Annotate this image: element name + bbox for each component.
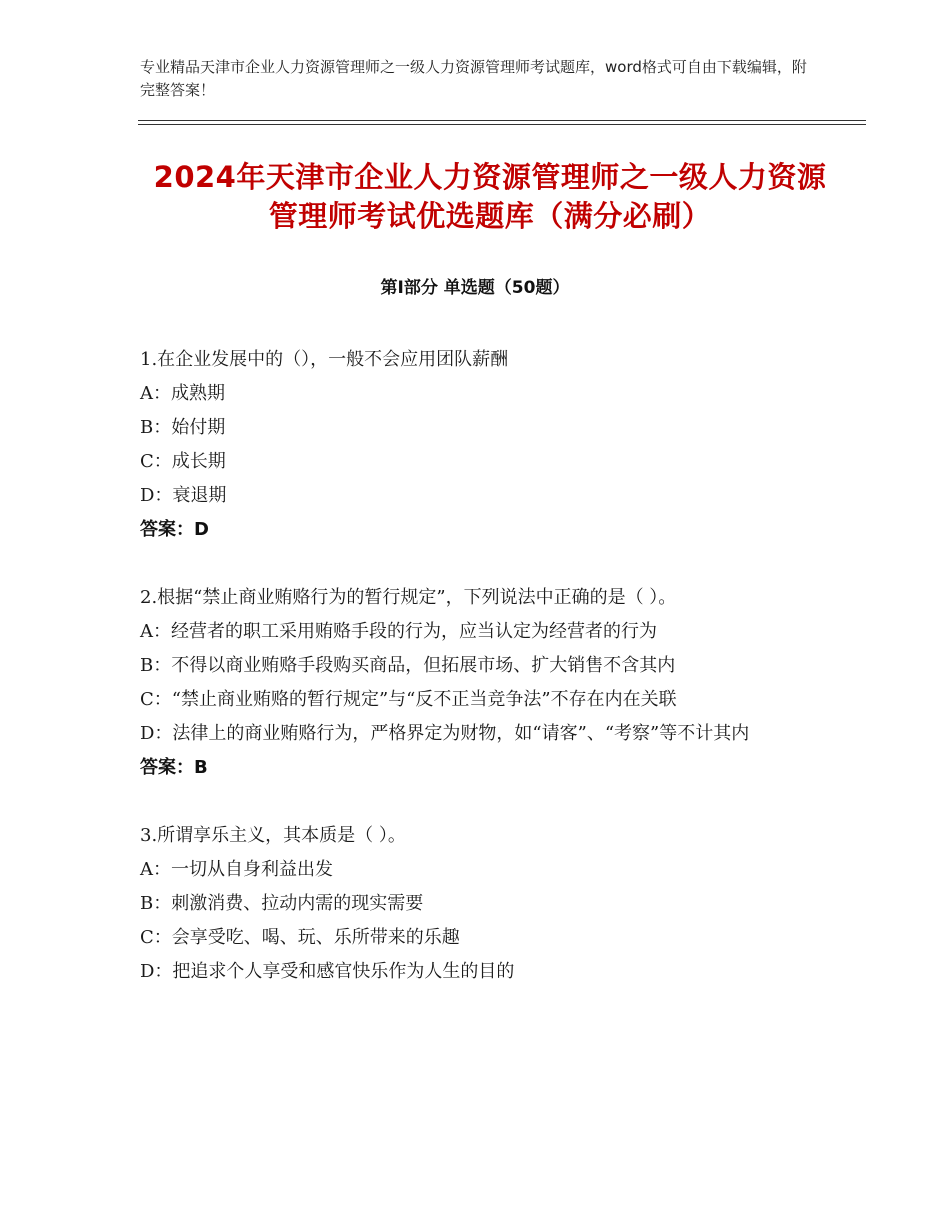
option-c: C：成长期	[140, 451, 226, 472]
question-1	[140, 343, 810, 547]
question-stem: 1.在企业发展中的（），一般不会应用团队薪酬	[140, 349, 509, 370]
answer-label: 答案：B	[140, 757, 208, 778]
answer-label: 答案：D	[140, 519, 209, 540]
document-title: 2024年天津市企业人力资源管理师之一级人力资源管理师考试优选题库（满分必刷）	[153, 160, 827, 233]
question-list	[140, 343, 810, 1023]
option-b: B：刺激消费、拉动内需的现实需要	[140, 893, 424, 914]
option-c: C：“禁止商业贿赂的暂行规定”与“反不正当竞争法”不存在内在关联	[140, 689, 677, 710]
option-a: A：成熟期	[140, 383, 225, 404]
question-stem: 2.根据“禁止商业贿赂行为的暂行规定”，下列说法中正确的是（ ）。	[140, 587, 677, 608]
header-note: 专业精品天津市企业人力资源管理师之一级人力资源管理师考试题库，word格式可自由下载编辑，附完整答案！	[140, 58, 807, 99]
option-b: B：不得以商业贿赂手段购买商品，但拓展市场、扩大销售不含其内	[140, 655, 676, 676]
question-stem: 3.所谓享乐主义，其本质是（ ）。	[140, 825, 406, 846]
option-c: C：会享受吃、喝、玩、乐所带来的乐趣	[140, 927, 460, 948]
question-2	[140, 581, 810, 785]
option-d: D：把追求个人享受和感官快乐作为人生的目的	[140, 961, 515, 982]
option-a: A：一切从自身利益出发	[140, 859, 333, 880]
option-d: D：衰退期	[140, 485, 227, 506]
section-title: 第Ⅰ部分 单选题（50题）	[380, 278, 570, 298]
option-a: A：经营者的职工采用贿赂手段的行为，应当认定为经营者的行为	[140, 621, 657, 642]
header-divider	[138, 120, 866, 125]
option-d: D：法律上的商业贿赂行为，严格界定为财物，如“请客”、“考察”等不计其内	[140, 723, 750, 744]
option-b: B：始付期	[140, 417, 226, 438]
question-3	[140, 819, 810, 989]
